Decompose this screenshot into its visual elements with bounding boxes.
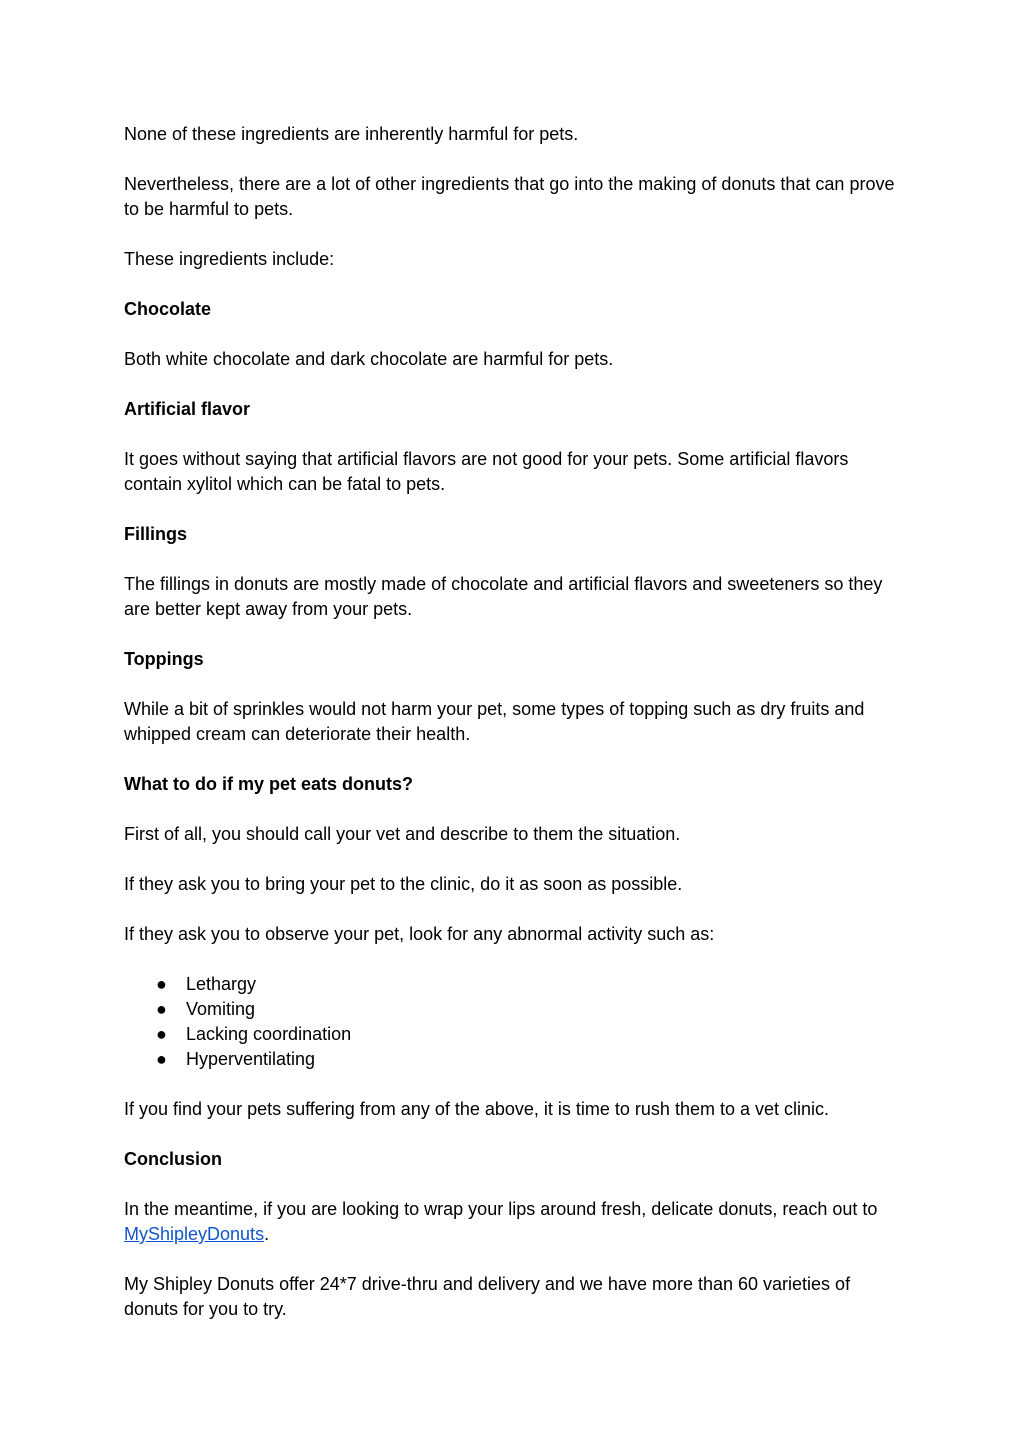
symptom-label: Lethargy bbox=[186, 974, 257, 994]
myshipleydonuts-link[interactable]: MyShipleyDonuts bbox=[124, 1224, 265, 1244]
symptom-label: Vomiting bbox=[186, 999, 256, 1019]
symptom-list bbox=[124, 972, 904, 1072]
paragraph-toppings: While a bit of sprinkles would not harm your pet, some types of topping such as dry fruits and whipped cream can deteriorate their health. bbox=[124, 699, 865, 744]
bullet-icon: ● bbox=[156, 999, 167, 1019]
heading-toppings: Toppings bbox=[124, 649, 204, 669]
paragraph-observe: If they ask you to observe your pet, look for any abnormal activity such as: bbox=[124, 924, 715, 944]
bullet-icon: ● bbox=[156, 1049, 167, 1069]
intro-paragraph-1: None of these ingredients are inherently harmful for pets. bbox=[124, 124, 579, 144]
list-item bbox=[124, 972, 904, 997]
intro-paragraph-2: Nevertheless, there are a lot of other ingredients that go into the making of donuts that can prove to be harmful to pets. bbox=[124, 174, 895, 219]
meantime-text: In the meantime, if you are looking to wrap your lips around fresh, delicate donuts, reach out to bbox=[124, 1199, 878, 1219]
bullet-icon: ● bbox=[156, 974, 167, 994]
heading-artificial-flavor: Artificial flavor bbox=[124, 399, 251, 419]
heading-chocolate: Chocolate bbox=[124, 299, 212, 319]
list-item bbox=[124, 1022, 904, 1047]
paragraph-chocolate: Both white chocolate and dark chocolate are harmful for pets. bbox=[124, 349, 614, 369]
symptom-label: Hyperventilating bbox=[186, 1049, 316, 1069]
paragraph-artificial-flavor: It goes without saying that artificial flavors are not good for your pets. Some artificial flavors contain xylitol which can be fatal to pets. bbox=[124, 449, 849, 494]
paragraph-offer: My Shipley Donuts offer 24*7 drive-thru and delivery and we have more than 60 varieties of donuts for you to try. bbox=[124, 1274, 851, 1319]
paragraph-meantime bbox=[124, 1197, 904, 1247]
intro-paragraph-3: These ingredients include: bbox=[124, 249, 335, 269]
document-page bbox=[124, 122, 904, 1347]
paragraph-fillings: The fillings in donuts are mostly made of chocolate and artificial flavors and sweeteners so they are better kept away from your pets. bbox=[124, 574, 883, 619]
paragraph-rush-to-clinic: If you find your pets suffering from any of the above, it is time to rush them to a vet clinic. bbox=[124, 1099, 830, 1119]
list-item bbox=[124, 1047, 904, 1072]
heading-fillings: Fillings bbox=[124, 524, 187, 544]
bullet-icon: ● bbox=[156, 1024, 167, 1044]
heading-conclusion: Conclusion bbox=[124, 1149, 222, 1169]
symptom-label: Lacking coordination bbox=[186, 1024, 352, 1044]
meantime-period: . bbox=[264, 1224, 270, 1244]
paragraph-bring-pet: If they ask you to bring your pet to the clinic, do it as soon as possible. bbox=[124, 874, 683, 894]
list-item bbox=[124, 997, 904, 1022]
heading-what-to-do: What to do if my pet eats donuts? bbox=[124, 774, 413, 794]
paragraph-call-vet: First of all, you should call your vet and describe to them the situation. bbox=[124, 824, 681, 844]
